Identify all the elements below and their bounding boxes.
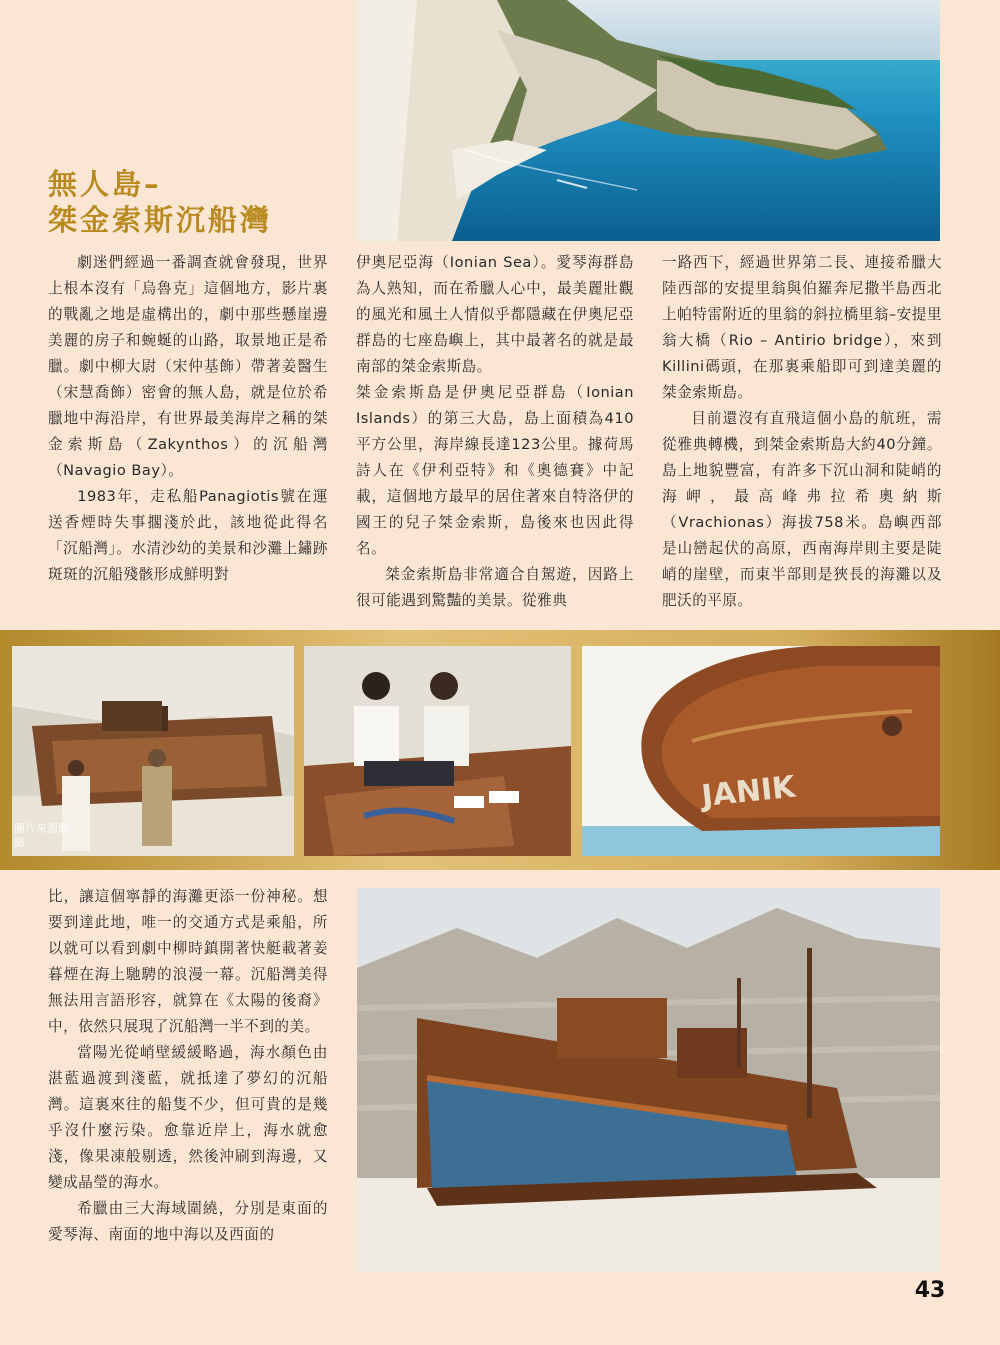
text-column-3: [662, 250, 942, 614]
paragraph: 桀金索斯島非常適合自駕遊，因路上很可能遇到驚豔的美景。從雅典: [356, 566, 634, 609]
photo-shipwreck-beach: [357, 888, 940, 1272]
paragraph: 1983年，走私船Panagiotis號在運送香煙時失事擱淺於此，該地從此得名「沉船灣」。水清沙幼的美景和沙灘上鏽跡斑斑的沉船殘骸形成鮮明對: [48, 488, 328, 583]
paragraph: 比，讓這個寧靜的海灘更添一份神秘。想要到達此地，唯一的交通方式是乘船，所以就可以看到劇中柳時鎮開著快艇載著姜暮煙在海上馳騁的浪漫一幕。沉船灣美得無法用言語形容，就算在《太陽的後裔》中，依然只展現了沉船灣一半不到的美。: [48, 888, 328, 1035]
paragraph: 希臘由三大海域圍繞，分別是東面的愛琴海、南面的地中海以及西面的: [48, 1200, 328, 1243]
photo-drama-shipwreck: [12, 646, 294, 856]
page-number: 43: [914, 1278, 946, 1303]
paragraph: 伊奧尼亞海（Ionian Sea）。愛琴海群島為人熟知，而在希臘人心中，最美麗壯觀的風光和風土人情似乎都隱藏在伊奧尼亞群島的七座島嶼上，其中最著名的就是最南部的桀金索斯島。: [356, 254, 634, 375]
boat-graffiti: JANIK: [699, 769, 798, 815]
paragraph: 劇迷們經過一番調查就會發現，世界上根本沒有「烏魯克」這個地方，影片裏的戰亂之地是虛構出的，劇中那些懸崖邊美麗的房子和蜿蜒的山路，取景地正是希臘。劇中柳大尉（宋仲基飾）帶著姜醫生（宋慧喬飾）密會的無人島，就是位於希臘地中海沿岸，有世界最美海岸之稱的桀金索斯島（Zakynthos）的沉船灣（Navagio Bay）。: [48, 254, 328, 479]
title-line-1: 無人島–: [48, 167, 162, 201]
paragraph: 目前還沒有直飛這個小島的航班，需從雅典轉機，到桀金索斯島大約40分鐘。島上地貌豐富，有許多下沉山洞和陡峭的海岬，最高峰弗拉希奧納斯（Vrachionas）海拔758米。島嶼西部是山巒起伏的高原，西南海岸則主要是陡峭的崖壁，而東半部則是狹長的海灘以及肥沃的平原。: [662, 410, 942, 609]
article-title: [48, 166, 348, 238]
photo-caption: 圖片來源網絡: [14, 822, 69, 849]
paragraph: 一路西下，經過世界第二長、連接希臘大陸西部的安提里翁與伯羅奔尼撒半島西北上帕特雷附近的里翁的斜拉橋里翁–安提里翁大橋（Rio – Antirio bridge），來到Killini碼頭，在那裏乘船即可到達美麗的桀金索斯島。: [662, 254, 942, 401]
paragraph: 桀金索斯島是伊奧尼亞群島（Ionian Islands）的第三大島，島上面積為410平方公里，海岸線長達123公里。據荷馬詩人在《伊利亞特》和《奧德賽》中記載，這個地方最早的居住著來自特洛伊的國王的兒子桀金索斯，島後來也因此得名。: [356, 384, 634, 557]
title-line-2: 桀金索斯沉船灣: [48, 203, 273, 237]
photo-couple-on-wreck: [304, 646, 571, 856]
text-column-1: [48, 250, 328, 588]
text-column-2: [356, 250, 634, 614]
text-column-4: [48, 884, 328, 1248]
photo-navagio-aerial: [357, 0, 940, 241]
photo-rusty-bow: [582, 646, 940, 856]
paragraph: 當陽光從峭壁緩緩略過，海水顏色由湛藍過渡到淺藍，就抵達了夢幻的沉船灣。這裏來往的船隻不少，但可貴的是幾乎沒什麼污染。愈靠近岸上，海水就愈淺，像果凍般剔透，然後沖刷到海邊，又變成晶瑩的海水。: [48, 1044, 328, 1191]
